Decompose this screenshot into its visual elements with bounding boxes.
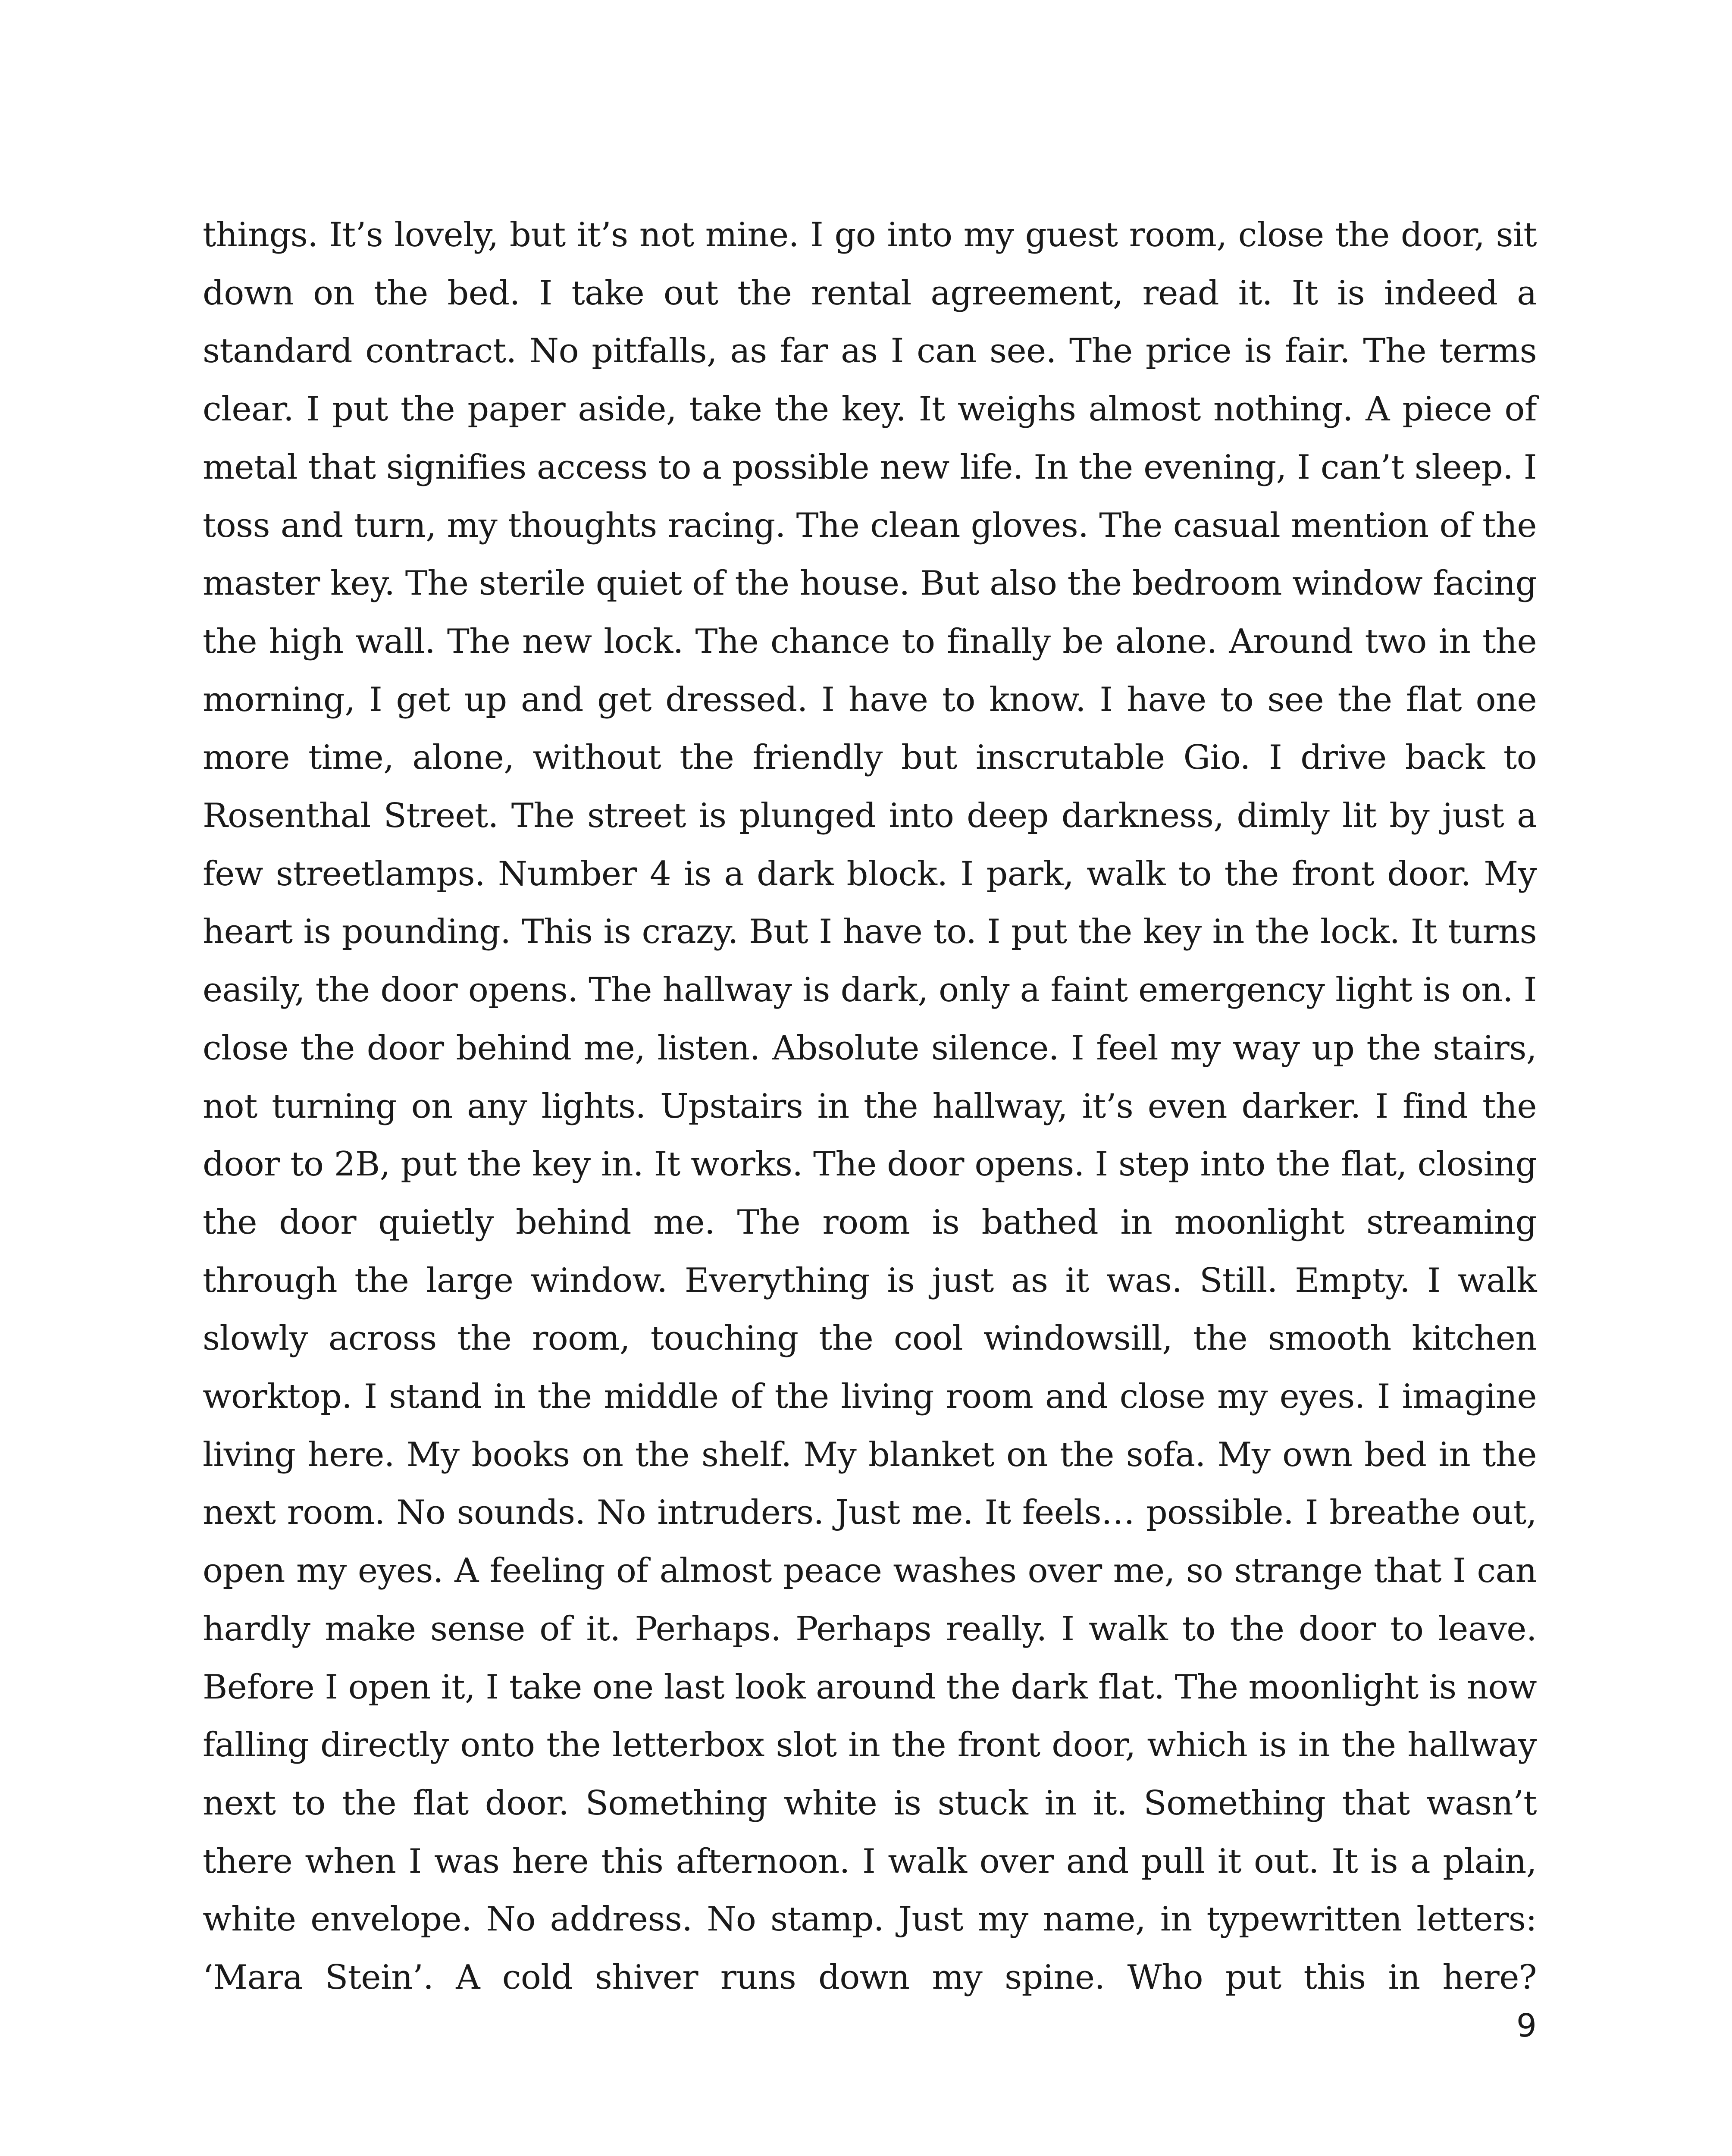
page-number: 9 (1516, 2007, 1537, 2044)
body-paragraph: things. It’s lovely, but it’s not mine. I go into my guest room, close the door, sit down on the bed. I take out the rental agreement, read it. It is indeed a standard contract. No pitfalls, as far as I can see. The price is fair. The terms clear. I put the paper aside, take the key. It weighs almost nothing. A piece of metal that signifies access to a possible new life. In the evening, I can’t sleep. I toss and turn, my thoughts racing. The clean gloves. The casual mention of the master key. The sterile quiet of the house. But also the bedroom window facing the high wall. The new lock. The chance to finally be alone. Around two in the morning, I get up and get dressed. I have to know. I have to see the flat one more time, alone, without the friendly but inscrutable Gio. I drive back to Rosenthal Street. The street is plunged into deep darkness, dimly lit by just a few streetlamps. Number 4 is a dark block. I park, walk to the front door. My heart is pounding. This is crazy. But I have to. I put the key in the lock. It turns easily, the door opens. The hallway is dark, only a faint emergency light is on. I close the door behind me, listen. Absolute silence. I feel my way up the stairs, not turning on any lights. Upstairs in the hallway, it’s even darker. I find the door to 2B, put the key in. It works. The door opens. I step into the flat, closing the door quietly behind me. The room is bathed in moonlight streaming through the large window. Everything is just as it was. Still. Empty. I walk slowly across the room, touching the cool windowsill, the smooth kitchen worktop. I stand in the middle of the living room and close my eyes. I imagine living here. My books on the shelf. My blanket on the sofa. My own bed in the next room. No sounds. No intruders. Just me. It feels… possible. I breathe out, open my eyes. A feeling of almost peace washes over me, so strange that I can hardly make sense of it. Perhaps. Perhaps really. I walk to the door to leave. Before I open it, I take one last look around the dark flat. The moonlight is now falling directly onto the letterbox slot in the front door, which is in the hallway next to the flat door. Something white is stuck in it. Something that wasn’t there when I was here this afternoon. I walk over and pull it out. It is a plain, white envelope. No address. No stamp. Just my name, in typewritten letters: ‘Mara Stein’. A cold shiver runs down my spine. Who put this in here? (203, 216, 1537, 1997)
